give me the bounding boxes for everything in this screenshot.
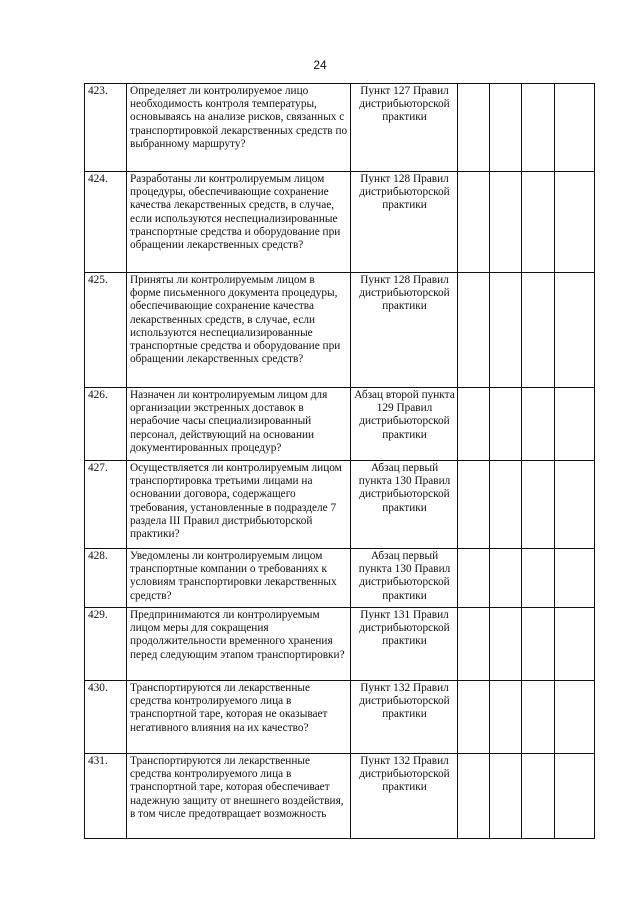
answer-cell-yes[interactable] xyxy=(458,388,490,461)
table-row xyxy=(85,388,595,461)
answer-cell-no[interactable] xyxy=(490,172,522,273)
row-number: 426. xyxy=(85,388,127,461)
answer-cell-no[interactable] xyxy=(490,608,522,681)
answer-cell-note[interactable] xyxy=(555,388,595,461)
answer-cell-no[interactable] xyxy=(490,273,522,388)
row-number: 430. xyxy=(85,681,127,754)
row-number: 424. xyxy=(85,172,127,273)
legal-reference: Пункт 127 Правил дистрибьюторской практики xyxy=(351,84,458,172)
answer-cell-no[interactable] xyxy=(490,461,522,549)
requirement-question: Назначен ли контролируемым лицом для организации экстренных доставок в нерабочие часы специализированный персонал, действующий на основании документированных процедур? xyxy=(127,388,351,461)
answer-cell-no[interactable] xyxy=(490,84,522,172)
table-row xyxy=(85,84,595,172)
legal-reference: Пункт 128 Правил дистрибьюторской практики xyxy=(351,172,458,273)
answer-cell-no[interactable] xyxy=(490,754,522,839)
table-row xyxy=(85,461,595,549)
requirement-question: Предпринимаются ли контролируемым лицом меры для сокращения продолжительности временного хранения перед следующим этапом транспортировки? xyxy=(127,608,351,681)
legal-reference: Абзац первый пункта 130 Правил дистрибьюторской практики xyxy=(351,549,458,608)
answer-cell-note[interactable] xyxy=(555,84,595,172)
answer-cell-yes[interactable] xyxy=(458,681,490,754)
answer-cell-yes[interactable] xyxy=(458,754,490,839)
legal-reference: Пункт 128 Правил дистрибьюторской практики xyxy=(351,273,458,388)
answer-cell-na[interactable] xyxy=(522,754,555,839)
row-number: 427. xyxy=(85,461,127,549)
requirement-question: Осуществляется ли контролируемым лицом транспортировка третьими лицами на основании договора, содержащего требования, установленные в подразделе 7 раздела III Правил дистрибьюторской практики? xyxy=(127,461,351,549)
answer-cell-no[interactable] xyxy=(490,681,522,754)
answer-cell-na[interactable] xyxy=(522,608,555,681)
answer-cell-no[interactable] xyxy=(490,549,522,608)
requirement-question: Разработаны ли контролируемым лицом процедуры, обеспечивающие сохранение качества лекарственных средств, в случае, если используются неспециализированные транспортные средства и оборудование при обращении лекарственных средств? xyxy=(127,172,351,273)
requirement-question: Уведомлены ли контролируемым лицом транспортные компании о требованиях к условиям транспортировки лекарственных средств? xyxy=(127,549,351,608)
answer-cell-na[interactable] xyxy=(522,461,555,549)
row-number: 429. xyxy=(85,608,127,681)
answer-cell-yes[interactable] xyxy=(458,273,490,388)
answer-cell-note[interactable] xyxy=(555,549,595,608)
requirement-question: Приняты ли контролируемым лицом в форме письменного документа процедуры, обеспечивающие сохранение качества лекарственных средств, в случае, если используются неспециализированные транспортные средства и оборудование при обращении лекарственных средств? xyxy=(127,273,351,388)
answer-cell-note[interactable] xyxy=(555,681,595,754)
requirement-question: Определяет ли контролируемое лицо необходимость контроля температуры, основываясь на анализе рисков, связанных с транспортировкой лекарственных средств по выбранному маршруту? xyxy=(127,84,351,172)
legal-reference: Абзац первый пункта 130 Правил дистрибьюторской практики xyxy=(351,461,458,549)
table-row xyxy=(85,681,595,754)
answer-cell-yes[interactable] xyxy=(458,549,490,608)
answer-cell-no[interactable] xyxy=(490,388,522,461)
answer-cell-na[interactable] xyxy=(522,172,555,273)
answer-cell-na[interactable] xyxy=(522,388,555,461)
answer-cell-na[interactable] xyxy=(522,549,555,608)
answer-cell-yes[interactable] xyxy=(458,84,490,172)
requirement-question: Транспортируются ли лекарственные средства контролируемого лица в транспортной таре, которая не оказывает негативного влияния на их качество? xyxy=(127,681,351,754)
answer-cell-yes[interactable] xyxy=(458,172,490,273)
legal-reference: Пункт 131 Правил дистрибьюторской практики xyxy=(351,608,458,681)
row-number: 431. xyxy=(85,754,127,839)
requirement-question: Транспортируются ли лекарственные средства контролируемого лица в транспортной таре, которая обеспечивает надежную защиту от внешнего воздействия, в том числе предотвращает возможность xyxy=(127,754,351,839)
answer-cell-note[interactable] xyxy=(555,608,595,681)
legal-reference: Пункт 132 Правил дистрибьюторской практики xyxy=(351,754,458,839)
answer-cell-note[interactable] xyxy=(555,754,595,839)
table-row xyxy=(85,549,595,608)
answer-cell-na[interactable] xyxy=(522,273,555,388)
answer-cell-note[interactable] xyxy=(555,273,595,388)
table-row xyxy=(85,172,595,273)
answer-cell-note[interactable] xyxy=(555,461,595,549)
table-row xyxy=(85,754,595,839)
answer-cell-note[interactable] xyxy=(555,172,595,273)
table-row xyxy=(85,608,595,681)
page-number: 24 xyxy=(313,58,327,72)
row-number: 425. xyxy=(85,273,127,388)
answer-cell-yes[interactable] xyxy=(458,461,490,549)
answer-cell-yes[interactable] xyxy=(458,608,490,681)
table-row xyxy=(85,273,595,388)
row-number: 423. xyxy=(85,84,127,172)
checklist-table xyxy=(84,83,595,839)
answer-cell-na[interactable] xyxy=(522,681,555,754)
answer-cell-na[interactable] xyxy=(522,84,555,172)
legal-reference: Абзац второй пункта 129 Правил дистрибьюторской практики xyxy=(351,388,458,461)
legal-reference: Пункт 132 Правил дистрибьюторской практики xyxy=(351,681,458,754)
row-number: 428. xyxy=(85,549,127,608)
